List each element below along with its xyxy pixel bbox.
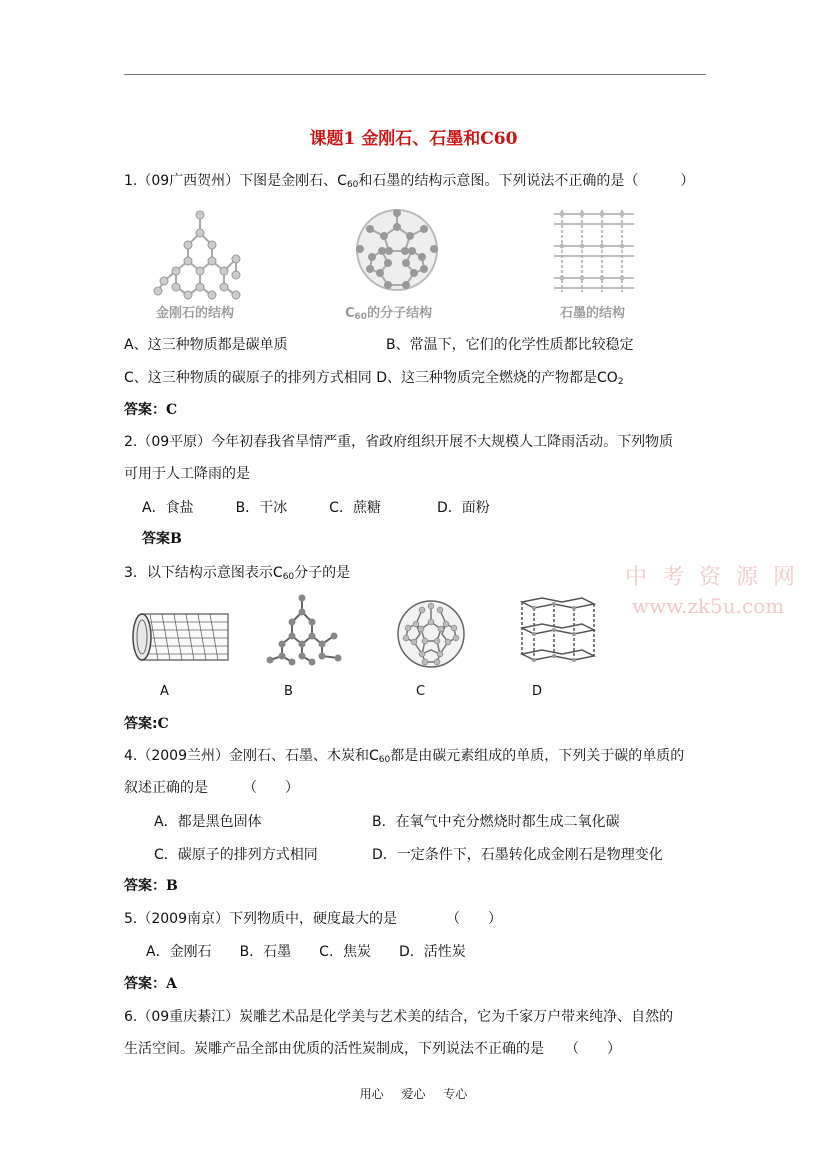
header-rule [124,74,706,75]
q4-option-c: C．碳原子的排列方式相同 [154,847,318,863]
q4-option-a: A．都是黑色固体 [154,814,262,830]
q4-option-b: B．在氧气中充分燃烧时都生成二氧化碳 [372,814,620,830]
q5-stem: 5.（2009南京）下列物质中，硬度最大的是 （ ） [124,911,502,927]
page-footer: 用心 爱心 专心 [359,1087,468,1101]
q3-label-b: B [284,684,293,699]
q3-graphite-image [514,594,600,668]
q3-answer: 答案:C [124,716,169,732]
q2-stem-line2: 可用于人工降雨的是 [124,466,250,482]
q1-option-a: A、这三种物质都是碳单质 [124,337,288,353]
watermark-url: www.zk5u.com [632,594,785,618]
q4-stem-line1: 4.（2009兰州）金刚石、石墨、木炭和$C_{60}$都是由碳元素组成的单质，下列关于碳的单质的 [124,748,685,765]
q4-stem-line2: 叙述正确的是 （ ） [124,780,299,796]
q1-stem: 1.（09广西贺州）下图是金刚石、$C_{60}$和石墨的结构示意图。下列说法不正确的是（ ） [124,173,695,190]
q3-label-a: A [160,684,169,699]
q3-stem: 3．以下结构示意图表示$C_{60}$分子的是 [124,565,351,582]
q4-answer: 答案：B [124,878,178,894]
q3-nanotube-image [130,608,232,666]
page-title: 课题1 金刚石、石墨和C60 [309,129,518,149]
q1-caption-c60: $C_{60}$的分子结构 [345,306,433,322]
q3-label-d: D [532,684,543,699]
q1-option-b: B、常温下，它们的化学性质都比较稳定 [386,337,634,353]
q6-stem-line2: 生活空间。炭雕产品全部由优质的活性炭制成，下列说法不正确的是 （ ） [124,1041,621,1057]
q5-answer: 答案：A [124,976,177,992]
q1-answer: 答案：C [124,402,178,418]
q3-label-c: C [416,684,426,699]
q2-answer: 答案B [142,531,182,547]
q2-stem-line1: 2.（09平原）今年初春我省旱情严重，省政府组织开展不大规模人工降雨活动。下列物质 [124,434,674,450]
q1-c60-structure [350,205,445,295]
q2-options: A．食盐 B．干冰 C．蔗糖 D．面粉 [142,500,490,516]
watermark-cn: 中 考 资 源 网 [625,565,799,590]
q4-option-d: D．一定条件下，石墨转化成金刚石是物理变化 [372,847,663,863]
q5-options: A．金刚石 B．石墨 C．焦炭 D．活性炭 [146,944,466,960]
q1-caption-graphite: 石墨的结构 [560,306,626,321]
q3-c60-image [394,598,468,670]
q1-graphite-structure [548,208,640,296]
q1-option-cd: C、这三种物质的碳原子的排列方式相同 D、这三种物质完全燃烧的产物都是$CO_2$ [124,370,624,387]
q1-diamond-structure [150,205,265,300]
q1-caption-diamond: 金刚石的结构 [156,306,235,321]
q6-stem-line1: 6.（09重庆綦江）炭雕艺术品是化学美与艺术美的结合，它为千家万户带来纯净、自然的 [124,1009,674,1025]
q3-diamond-image [262,592,348,666]
